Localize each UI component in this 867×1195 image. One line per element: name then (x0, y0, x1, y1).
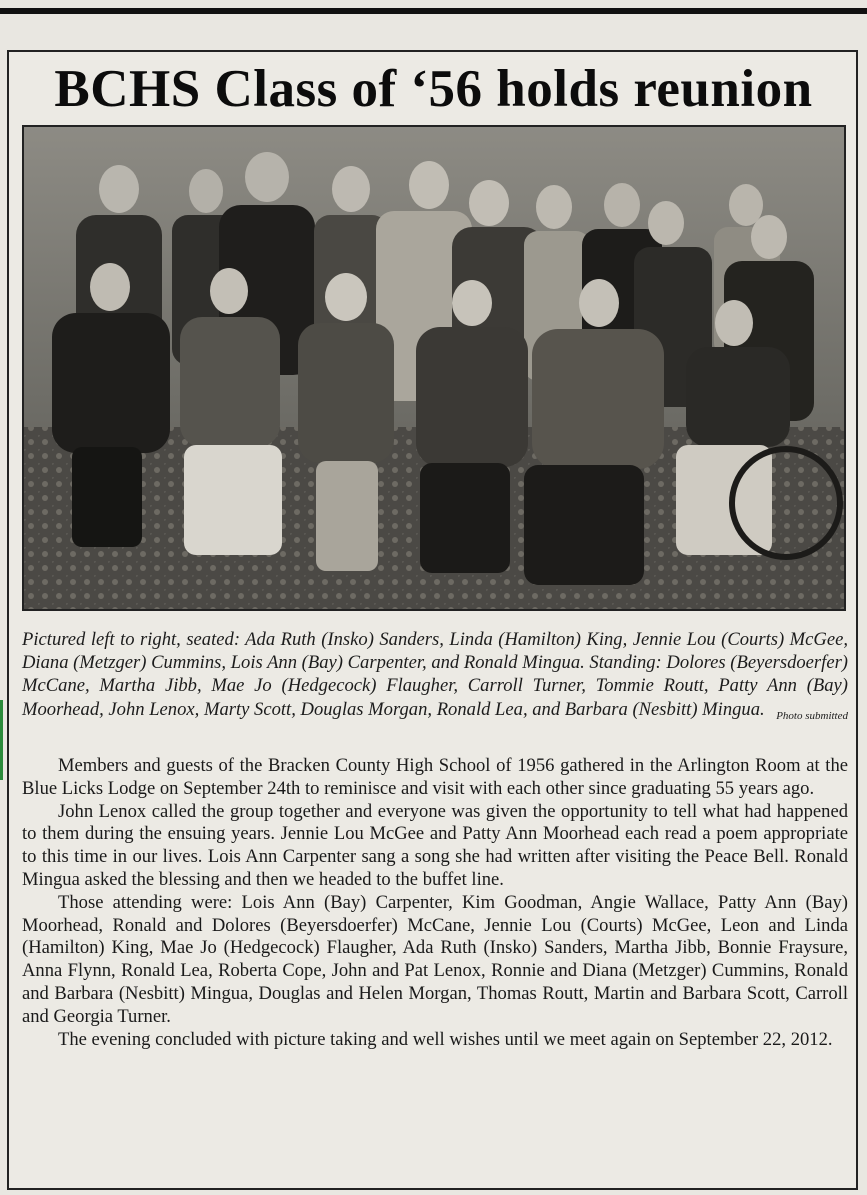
photo-caption (22, 628, 848, 728)
paragraph-1: Members and guests of the Bracken County High School of 1956 gathered in the Arlington Room at the Blue Licks Lodge on September 24th to reminisce and visit with each other since graduating 55 years ago. (22, 755, 848, 799)
paragraph-3: Those attending were: Lois Ann (Bay) Carpenter, Kim Goodman, Angie Wallace, Patty Ann (Bay) Moorhead, Ronald and Dolores (Beyersdoerfer) McCane, Jennie Lou (Courts) McGee, Leon and Linda (Hamilton) King, Mae Jo (Hedgecock) Flaugher, Ada Ruth (Insko) Sanders, Martha Jibb, Bonnie Fraysure, Anna Flynn, Ronald Lea, Roberta Cope, John and Pat Lenox, Ronnie and Diana (Metzger) Cummins, Ronald and Barbara (Nesbitt) Mingua, Douglas and Helen Morgan, Thomas Routt, Martin and Barbara Scott, Carroll and Georgia Turner. (22, 891, 848, 1027)
paragraph-4: The evening concluded with picture taking and well wishes until we meet again on September 22, 2012. (58, 1028, 833, 1050)
paragraph-2: John Lenox called the group together and everyone was given the opportunity to tell what had happened to them during the ensuing years. Jennie Lou McGee and Patty Ann Moorhead each read a poem appropriate to this time in our lives. Lois Ann Carpenter sang a song she had written after visiting the Peace Bell. Ronald Mingua asked the blessing and then we headed to the buffet line. (22, 800, 848, 890)
article-body (22, 755, 848, 1051)
headline: BCHS Class of ‘56 holds reunion (54, 60, 813, 118)
top-rule (0, 8, 867, 14)
caption-text: Pictured left to right, seated: Ada Ruth (Insko) Sanders, Linda (Hamilton) King, Jennie Lou (Courts) McGee, Diana (Metzger) Cummins, Lois Ann (Bay) Carpenter, and Ronald Mingua. Standing: Dolores (Beyersdoerfer) McCane, Martha Jibb, Mae Jo (Hedgecock) Flaugher, Carroll Turner, Tommie Routt, Patty Ann (Bay) Moorhead, John Lenox, Marty Scott, Douglas Morgan, Ronald Lea, and Barbara (Nesbitt) Mingua. (22, 629, 848, 720)
photo-credit: Photo submitted (776, 709, 848, 722)
page-edge-mark (0, 700, 3, 780)
group-photo-icon (24, 127, 844, 609)
group-photo (22, 125, 846, 611)
